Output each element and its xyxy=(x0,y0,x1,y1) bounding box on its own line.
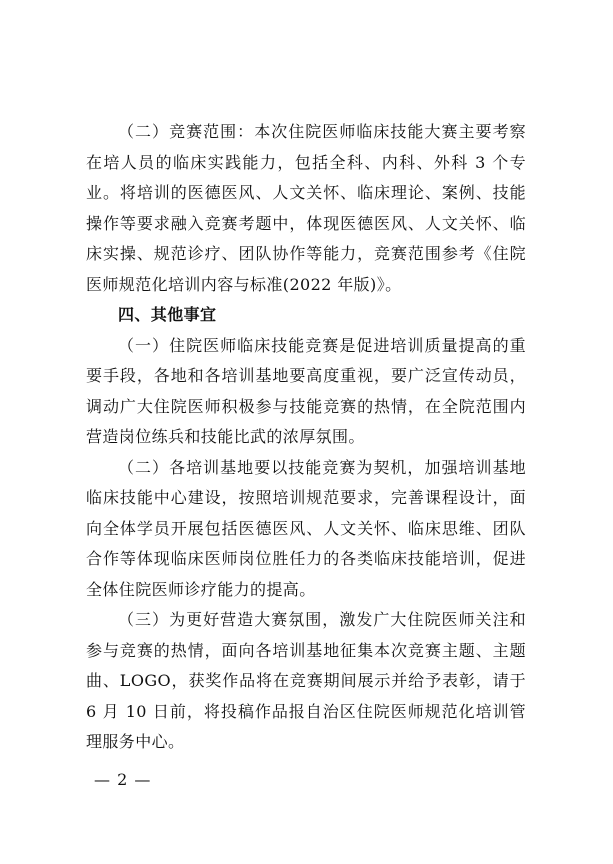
paragraph-competition-scope: （二）竞赛范围：本次住院医师临床技能大赛主要考察在培人员的临床实践能力，包括全科、内科、外科 3 个专业。将培训的医德医风、人文关怀、临床理论、案例、技能操作等要求融入竞赛考题中，体现医德医风、人文关怀、临床实操、规范诊疗、团队协作等能力，竞赛范围参考《住院医师规范化培训内容与标准(2022 年版)》。 xyxy=(86,122,526,294)
paragraph-other-matters-1: （一）住院医师临床技能竞赛是促进培训质量提高的重要手段，各地和各培训基地要高度重视，要广泛宣传动员，调动广大住院医师积极参与技能竞赛的热情，在全院范围内营造岗位练兵和技能比武的浓厚氛围。 xyxy=(86,335,526,446)
paragraph-other-matters-3: （三）为更好营造大赛氛围，激发广大住院医师关注和参与竞赛的热情，面向各培训基地征集本次竞赛主题、主题曲、LOGO，获奖作品将在竞赛期间展示并给予表彰，请于 6 月 10 日前，将投稿作品报自治区住院医师规范化培训管理服务中心。 xyxy=(86,610,526,751)
document-body xyxy=(86,117,526,758)
section-heading-other-matters: 四、其他事宜 xyxy=(118,305,217,324)
page-number: — 2 — xyxy=(94,770,152,789)
paragraph-other-matters-2: （二）各培训基地要以技能竞赛为契机，加强培训基地临床技能中心建设，按照培训规范要求，完善课程设计，面向全体学员开展包括医德医风、人文关怀、临床思维、团队合作等体现临床医师岗位胜任力的各类临床技能培训，促进全体住院医师诊疗能力的提高。 xyxy=(86,457,526,599)
